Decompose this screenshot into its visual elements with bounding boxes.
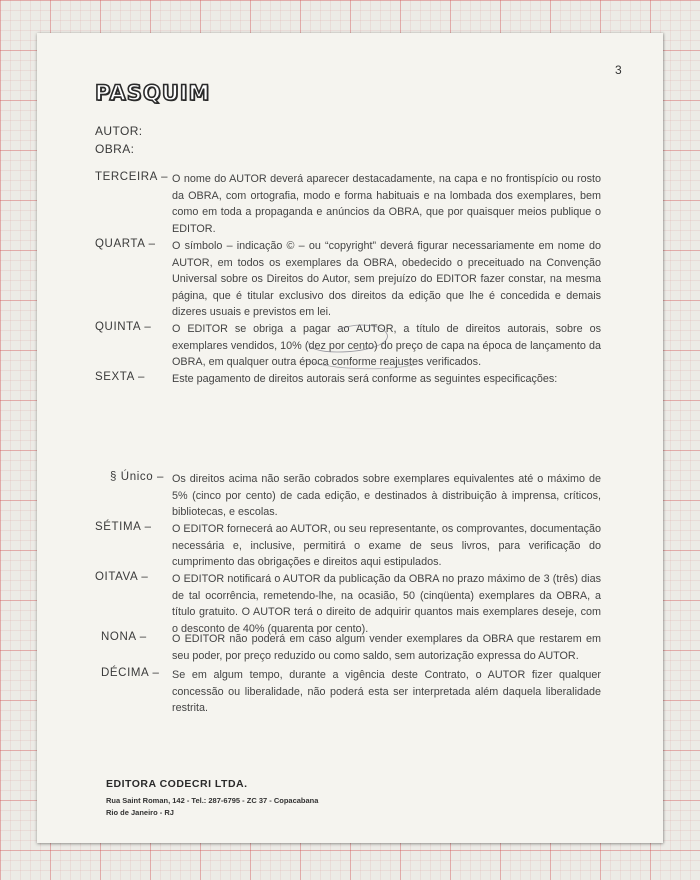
work-field-label: OBRA:: [95, 142, 135, 156]
clause-label: TERCEIRA –: [95, 171, 169, 183]
clause-nona: [95, 631, 601, 664]
clause-label: § Único –: [110, 471, 164, 483]
clause-label: NONA –: [101, 631, 147, 643]
clause-quinta: [95, 321, 601, 371]
clause-label: SEXTA –: [95, 371, 146, 383]
clause-oitava: [95, 571, 601, 637]
clause-text: Este pagamento de direitos autorais será conforme as seguintes especificações:: [172, 373, 558, 385]
clause-sexta: [95, 371, 601, 388]
page-number: 3: [615, 63, 622, 77]
clause-text: Se em algum tempo, durante a vigência deste Contrato, o AUTOR fizer qualquer concessão ou liberalidade, não poderá esta ser interpretada além daquela liberalidade restrita.: [172, 669, 601, 715]
clause-text: O EDITOR se obriga a pagar ao AUTOR, a título de direitos autorais, sobre os exemplares vendidos, 10% (dez por cento) do preço de capa na época de lançamento da OBRA, em qualquer outra época conforme reajustes verificados.: [172, 323, 601, 369]
clause-label: OITAVA –: [95, 571, 149, 583]
footer-address-city: Rio de Janeiro - RJ: [106, 808, 174, 817]
clause-label: SÉTIMA –: [95, 521, 152, 533]
clause-text: Os direitos acima não serão cobrados sobre exemplares equivalentes até o máximo de 5% (cinco por cento) de cada edição, e destinados à distribuição à imprensa, críticos, bibliotecas, e escolas.: [172, 473, 601, 519]
clause-quarta: [95, 238, 601, 321]
clause-terceira: [95, 171, 601, 237]
clause-setima: [95, 521, 601, 571]
footer-company-name: EDITORA CODECRI LTDA.: [106, 778, 248, 790]
contract-page: [37, 33, 663, 843]
clause-label: QUARTA –: [95, 238, 156, 250]
clause-text: O EDITOR fornecerá ao AUTOR, ou seu representante, os comprovantes, documentação necessária e, inclusive, permitirá o exame de seus livros, para verificação do cumprimento das obrigações e direitos aqui estipulados.: [172, 523, 601, 569]
pasquim-logo: PASQUIM: [95, 81, 211, 105]
clause-text: O símbolo – indicação © – ou “copyright” deverá figurar necessariamente em nome do AUTOR, em todos os exemplares da OBRA, obedecido o preceituado na Convenção Universal sobre os Direitos do Autor, sem prejuízo do EDITOR fazer constar, na mesma página, que é titular exclusivo dos direitos da edição que lhe é concedida e demais dizeres usuais e previstos em lei.: [172, 240, 601, 319]
clause-decima: [95, 667, 601, 717]
clause-text: O EDITOR notificará o AUTOR da publicação da OBRA no prazo máximo de 3 (três) dias de tal ocorrência, remetendo-lhe, na ocasião, 50 (cinqüenta) exemplares da OBRA, a título gratuito. O AUTOR terá o direito de adquirir quantos mais exemplares deseje, com o desconto de 40% (quarenta por cento).: [172, 573, 601, 635]
author-field-label: AUTOR:: [95, 124, 143, 138]
clause-label: DÉCIMA –: [101, 667, 160, 679]
clause-text: O EDITOR não poderá em caso algum vender exemplares da OBRA que restarem em seu poder, por preço reduzido ou como saldo, sem autorização expressa do AUTOR.: [172, 633, 601, 662]
clause-paragrafo-unico: [95, 471, 601, 521]
footer-address-street: Rua Saint Roman, 142 - Tel.: 287-6795 - ZC 37 - Copacabana: [106, 796, 319, 805]
clause-text: O nome do AUTOR deverá aparecer destacadamente, na capa e no frontispício ou rosto da OBRA, com ortografia, modo e forma habituais e na lombada dos exemplares, bem como em toda a propaganda e anúncios da OBRA, que por quaisquer meios publique o EDITOR.: [172, 173, 601, 235]
clause-label: QUINTA –: [95, 321, 152, 333]
